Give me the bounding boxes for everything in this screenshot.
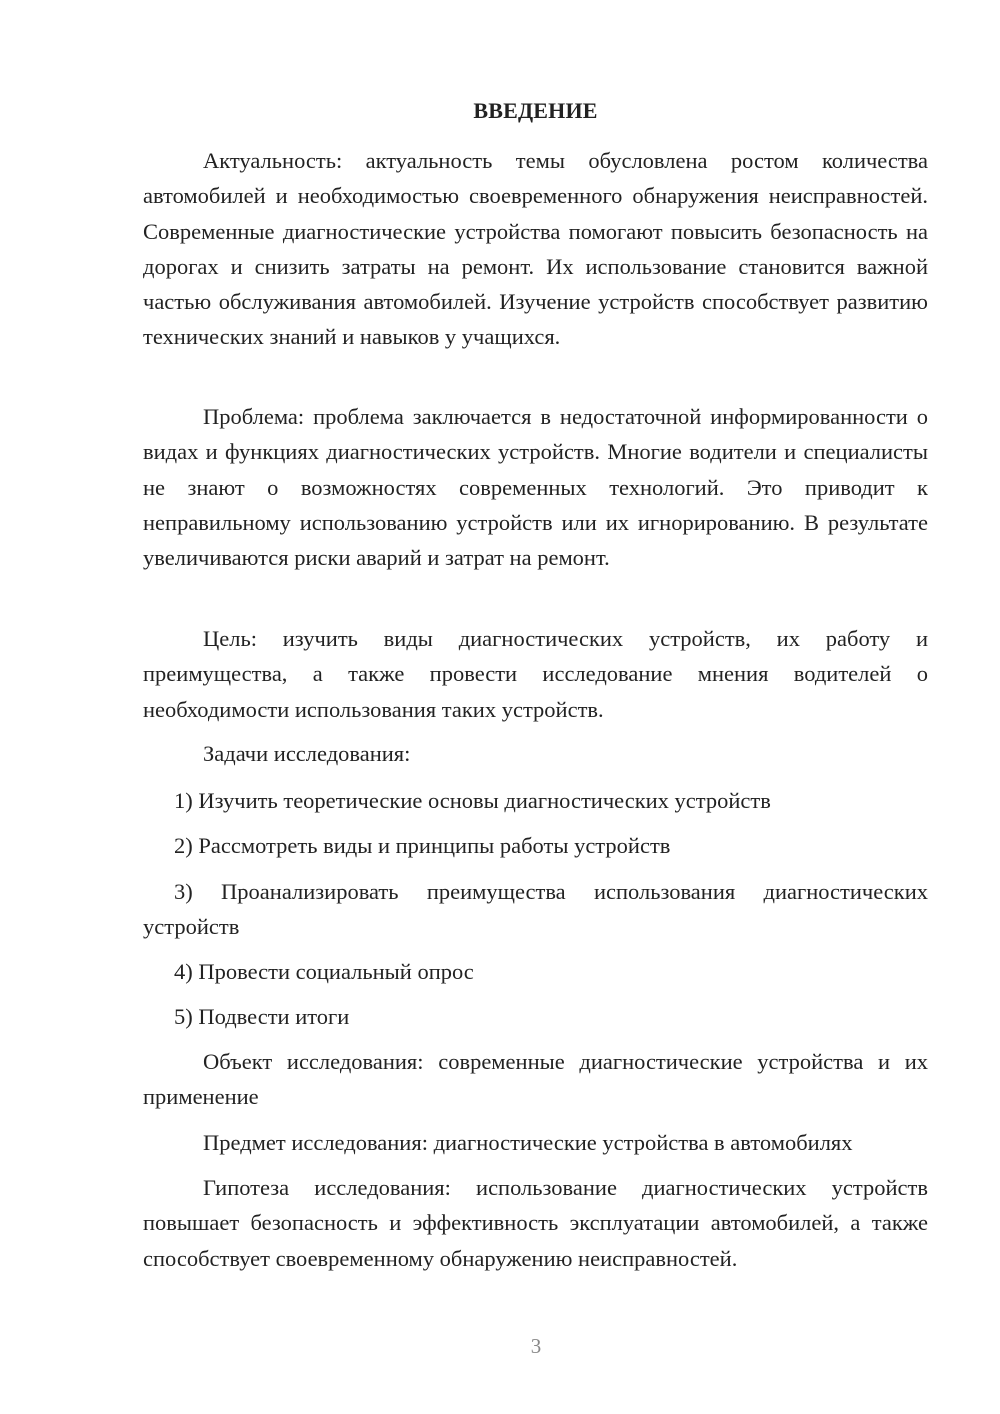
object-paragraph: Объект исследования: современные диагностические устройства и их применение: [143, 1049, 928, 1110]
task-item: 5) Подвести итоги: [174, 1004, 350, 1029]
task-item: 4) Провести социальный опрос: [174, 959, 474, 984]
section-heading: ВВЕДЕНИЕ: [473, 98, 598, 123]
task-item: 1) Изучить теоретические основы диагностических устройств: [174, 788, 771, 813]
page-number: 3: [530, 1334, 542, 1358]
task-item: 3) Проанализировать преимущества использования диагностических устройств: [143, 879, 928, 940]
tasks-heading: Задачи исследования:: [203, 741, 411, 766]
problem-paragraph: Проблема: проблема заключается в недостаточной информированности о видах и функциях диагностических устройств. Многие водители и специалисты не знают о возможностях современных технологий. Это приводит к неправильному использованию устройств или их игнорированию. В результате увеличиваются риски аварий и затрат на ремонт.: [143, 404, 928, 571]
hypothesis-paragraph: Гипотеза исследования: использование диагностических устройств повышает безопасность и эффективность эксплуатации автомобилей, а также способствует своевременному обнаружению неисправностей.: [143, 1175, 928, 1271]
subject-paragraph: Предмет исследования: диагностические устройства в автомобилях: [203, 1130, 853, 1155]
relevance-paragraph: Актуальность: актуальность темы обусловлена ростом количества автомобилей и необходимостью своевременного обнаружения неисправностей. Современные диагностические устройства помогают повысить безопасность на дорогах и снизить затраты на ремонт. Их использование становится важной частью обслуживания автомобилей. Изучение устройств способствует развитию технических знаний и навыков у учащихся.: [143, 148, 928, 350]
task-item: 2) Рассмотреть виды и принципы работы устройств: [174, 833, 671, 858]
goal-paragraph: Цель: изучить виды диагностических устройств, их работу и преимущества, а также провести исследование мнения водителей о необходимости использования таких устройств.: [143, 626, 928, 722]
